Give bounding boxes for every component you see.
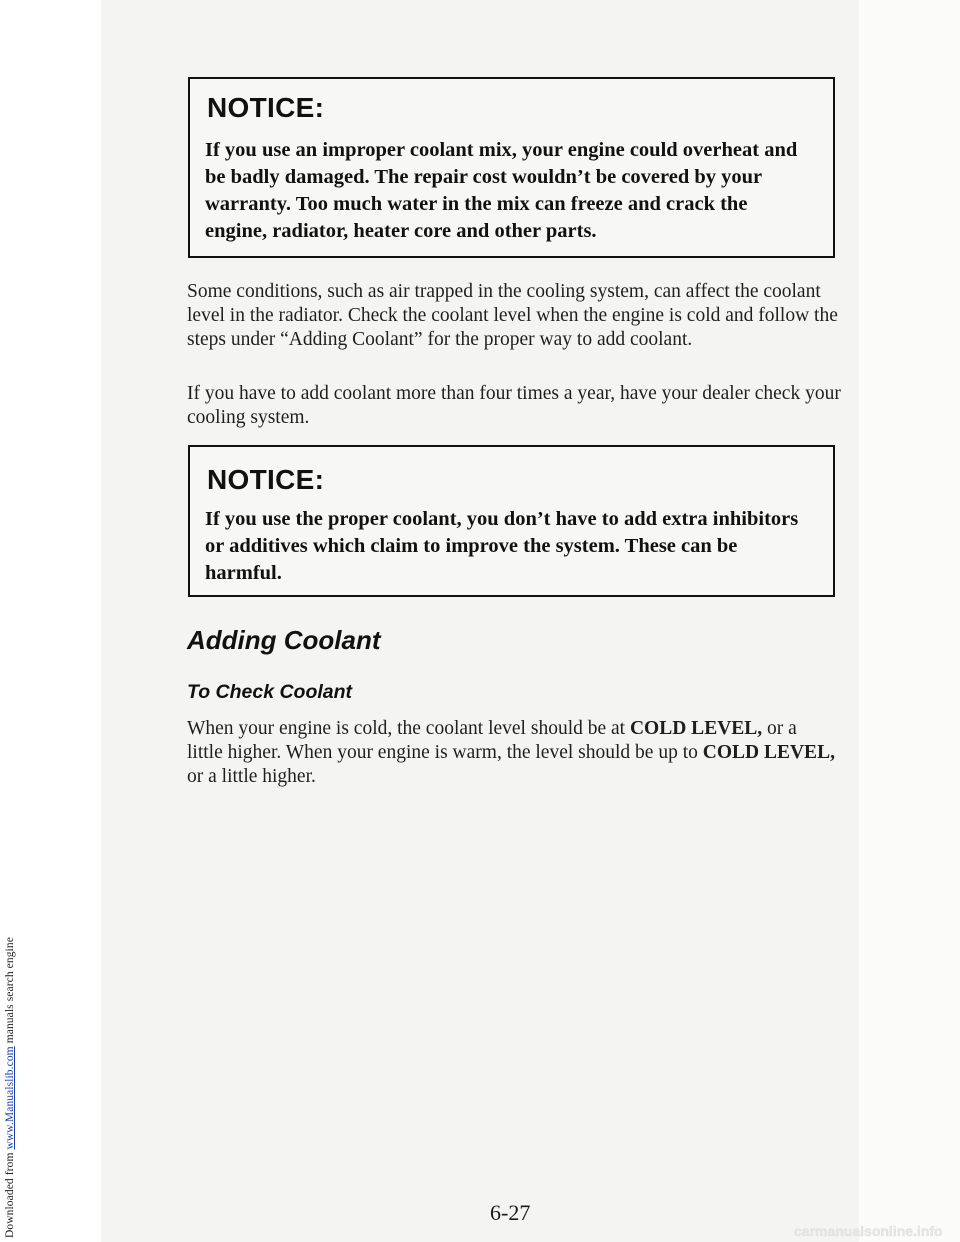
watermark-prefix: Downloaded from: [4, 1149, 16, 1238]
download-watermark: [4, 937, 16, 1238]
notice-title: NOTICE:: [207, 92, 325, 123]
manualslib-link[interactable]: www.Manualslib.com: [4, 1046, 16, 1150]
cold-level-label: COLD LEVEL,: [629, 718, 763, 739]
watermark-suffix: manuals search engine: [4, 937, 16, 1047]
text-run: When your engine is cold, the coolant level should be at: [187, 718, 630, 739]
right-margin: [859, 0, 960, 1242]
subheading-check-coolant: To Check Coolant: [187, 681, 353, 703]
notice-body: If you use an improper coolant mix, your engine could overheat and be badly damaged. The repair cost wouldn’t be covered by your warranty. Too much water in the mix can freeze and crack the engine, radiator, heater core and other parts.: [205, 139, 798, 242]
text-run: or a little higher. When your engine is warm, the level should be up to: [187, 718, 797, 763]
footer-site-text: carmanualsonline.info: [794, 1223, 943, 1239]
notice-box-proper-coolant: [188, 445, 835, 597]
heading-adding-coolant: Adding Coolant: [187, 625, 381, 655]
paragraph-conditions: Some conditions, such as air trapped in the cooling system, can affect the coolant level in the radiator. Check the coolant level when the engine is cold and follow the steps under “Adding Coolant” for the proper way to add coolant.: [187, 281, 838, 350]
notice-body: If you use the proper coolant, you don’t have to add extra inhibitors or additives which claim to improve the system. These can be harmful.: [205, 508, 799, 584]
paragraph-dealer: If you have to add coolant more than four times a year, have your dealer check your cooling system.: [187, 383, 841, 428]
paragraph-coolant-level: [187, 717, 837, 789]
page-number: 6-27: [490, 1200, 531, 1225]
notice-title: NOTICE:: [207, 464, 325, 495]
cold-level-label: COLD LEVEL,: [702, 742, 835, 763]
notice-box-coolant-mix: [188, 77, 835, 258]
text-run: or a little higher.: [187, 766, 316, 787]
footer-site-logo: [794, 1222, 958, 1240]
